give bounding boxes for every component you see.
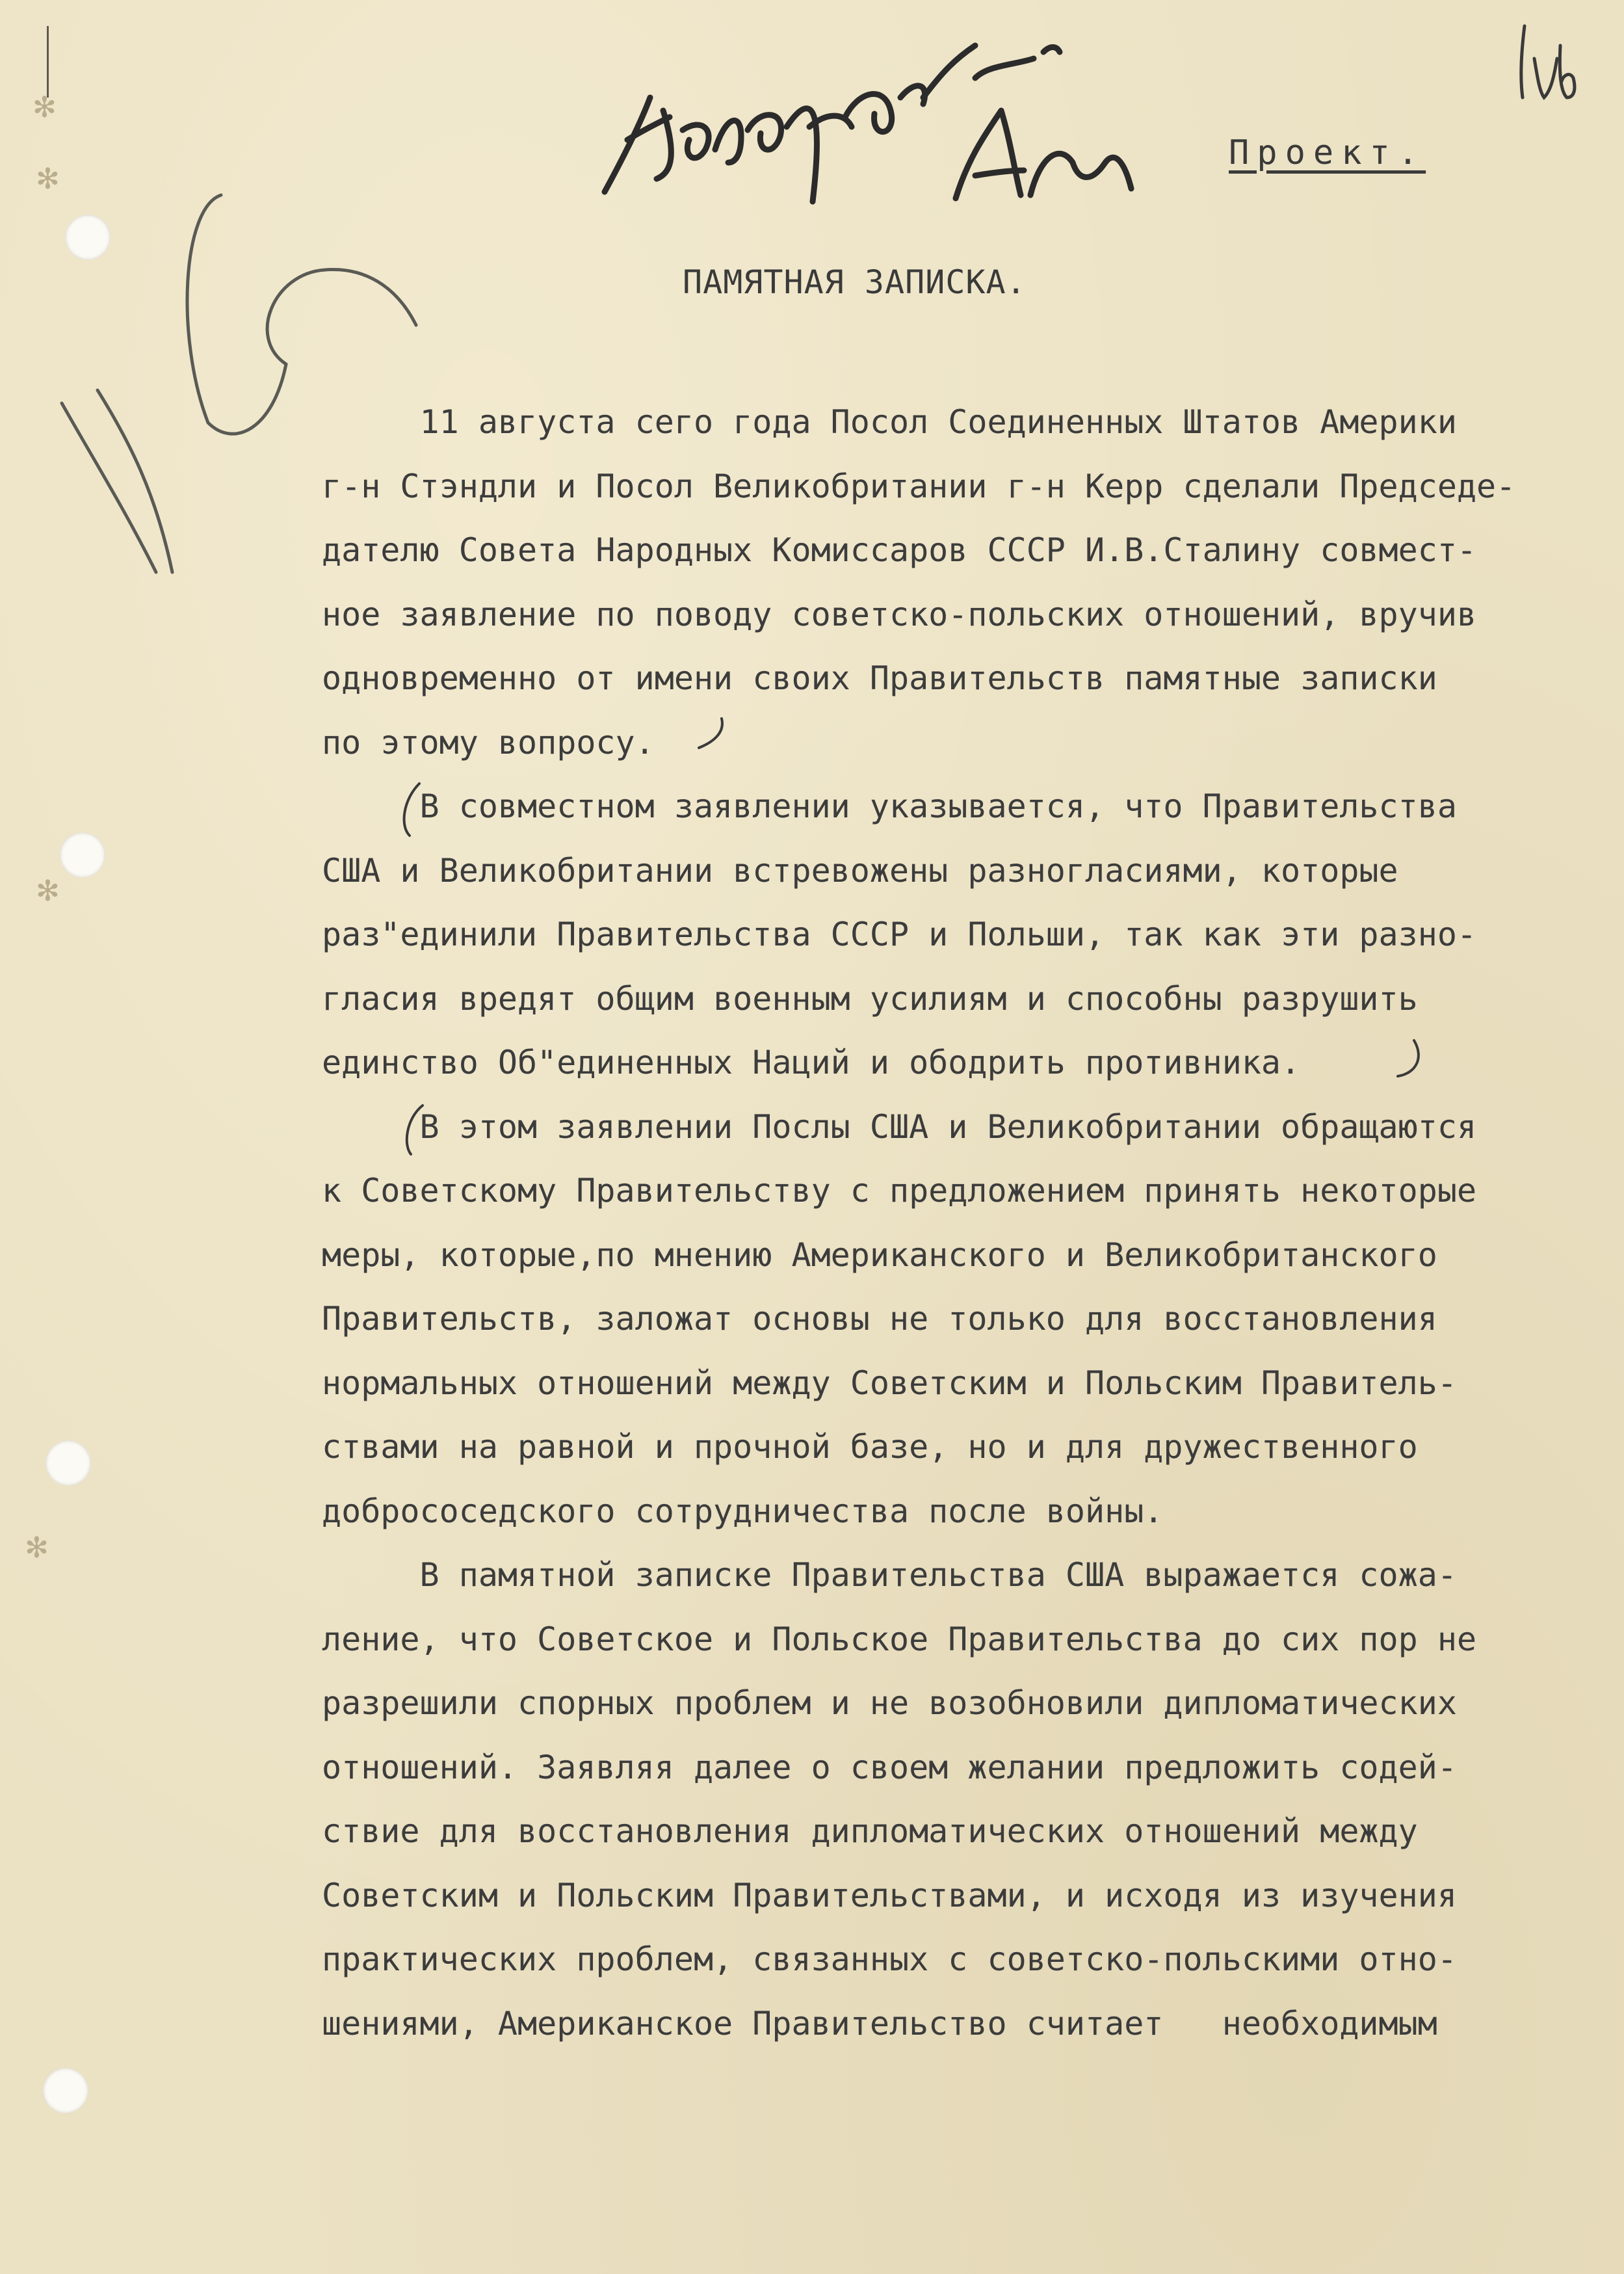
decorative-mark: ✻ (36, 163, 60, 196)
punch-hole (60, 832, 105, 878)
text-line: практических проблем, связанных с советско-польскими отно- (322, 1940, 1457, 1978)
document-title: ПАМЯТНАЯ ЗАПИСКА. (683, 263, 1027, 301)
text-line: раз"единили Правительства СССР и Польши, так как эти разно- (322, 916, 1477, 953)
text-line: дателю Совета Народных Комиссаров СССР И.В.Сталину совмест- (322, 531, 1477, 569)
text-line: по этому вопросу. (322, 723, 655, 761)
handwritten-resolution (605, 46, 1131, 202)
text-line: В этом заявлении Послы США и Великобритании обращаются (322, 1107, 1477, 1146)
text-line: единство Об"единенных Наций и ободрить противника. (322, 1044, 1301, 1081)
memo-body (322, 390, 1609, 2056)
punch-hole (65, 215, 111, 260)
text-line: нормальных отношений между Советским и Польским Правитель- (322, 1364, 1457, 1402)
text-line: ное заявление по поводу советско-польских отношений, вручив (322, 595, 1477, 633)
punch-hole (43, 2068, 88, 2113)
text-line: разрешили спорных проблем и не возобновили дипломатических (322, 1684, 1457, 1722)
text-line: одновременно от имени своих Правительств памятные записки (322, 659, 1437, 697)
text-line: ствие для восстановления дипломатических отношений между (322, 1812, 1418, 1850)
text-line: В памятной записке Правительства США выражается сожа- (322, 1556, 1457, 1594)
text-line: добрососедского сотрудничества после войны. (322, 1492, 1164, 1530)
edge-mark (47, 26, 49, 98)
draft-label: Проект. (1229, 133, 1426, 172)
margin-annotation (1521, 26, 1575, 98)
text-line: Правительств, заложат основы не только для восстановления (322, 1300, 1437, 1338)
text-line: меры, которые,по мнению Американского и Великобританского (322, 1236, 1437, 1274)
text-line: гласия вредят общим военным усилиям и способны разрушить (322, 979, 1418, 1018)
decorative-mark: ✻ (36, 875, 60, 908)
text-line: ление, что Советское и Польское Правительства до сих пор не (322, 1620, 1477, 1658)
decorative-mark: ✻ (33, 91, 57, 124)
decorative-mark: ✻ (25, 1531, 49, 1565)
punch-hole (46, 1440, 91, 1486)
text-line: В совместном заявлении указывается, что Правительства (322, 787, 1457, 825)
text-line: США и Великобритании встревожены разногласиями, которые (322, 851, 1398, 890)
text-line: г-н Стэндли и Посол Великобритании г-н Керр сделали Председе- (322, 467, 1516, 505)
text-line: 11 августа сего года Посол Соединенных Штатов Америки (322, 403, 1457, 441)
text-line: ствами на равной и прочной базе, но и для дружественного (322, 1428, 1418, 1466)
text-line: Советским и Польским Правительствами, и исходя из изучения (322, 1876, 1457, 1914)
text-line: к Советскому Правительству с предложением принять некоторые (322, 1172, 1477, 1210)
text-line: отношений. Заявляя далее о своем желании предложить содей- (322, 1748, 1457, 1786)
text-line: шениями, Американское Правительство считает необходимым (322, 2004, 1437, 2043)
